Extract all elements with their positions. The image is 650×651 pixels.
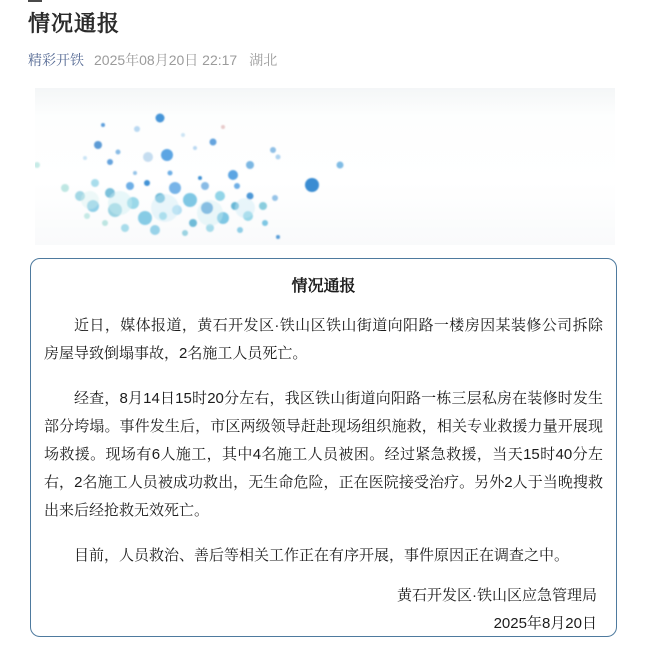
cropped-text-fragment — [28, 0, 42, 2]
page-title: 情况通报 — [28, 11, 121, 36]
account-name-link[interactable]: 精彩开铁 — [28, 52, 84, 68]
watercolor-splash-graphic — [35, 88, 615, 245]
notice-paragraph-3: 目前，人员救治、善后等相关工作正在有序开展，事件原因正在调查之中。 — [74, 547, 570, 564]
signature-block — [44, 582, 603, 638]
hero-image[interactable] — [35, 88, 615, 245]
issuing-authority: 黄石开发区·铁山区应急管理局 — [397, 587, 597, 604]
issue-date: 2025年8月20日 — [493, 615, 597, 632]
notice-paragraph-1: 近日，媒体报道，黄石开发区·铁山区铁山街道向阳路一楼房因某装修公司拆除房屋导致倒塌事故，2名施工人员死亡。 — [44, 317, 603, 362]
notice-box — [30, 258, 617, 637]
publish-datetime: 2025年08月20日 22:17 — [94, 52, 238, 68]
notice-title: 情况通报 — [291, 278, 356, 295]
publish-region: 湖北 — [249, 52, 278, 68]
notice-paragraph-2: 经查，8月14日15时20分左右，我区铁山街道向阳路一栋三层私房在装修时发生部分垮塌。事件发生后，市区两级领导赶赴现场组织施救，相关专业救援力量开展现场救援。现场有6人施工，其中4名施工人员被困。经过紧急救援，当天15时40分左右，2名施工人员被成功救出，无生命危险，正在医院接受治疗。另外2人于当晚搜救出来后经抢救无效死亡。 — [44, 390, 603, 519]
byline — [28, 51, 622, 69]
